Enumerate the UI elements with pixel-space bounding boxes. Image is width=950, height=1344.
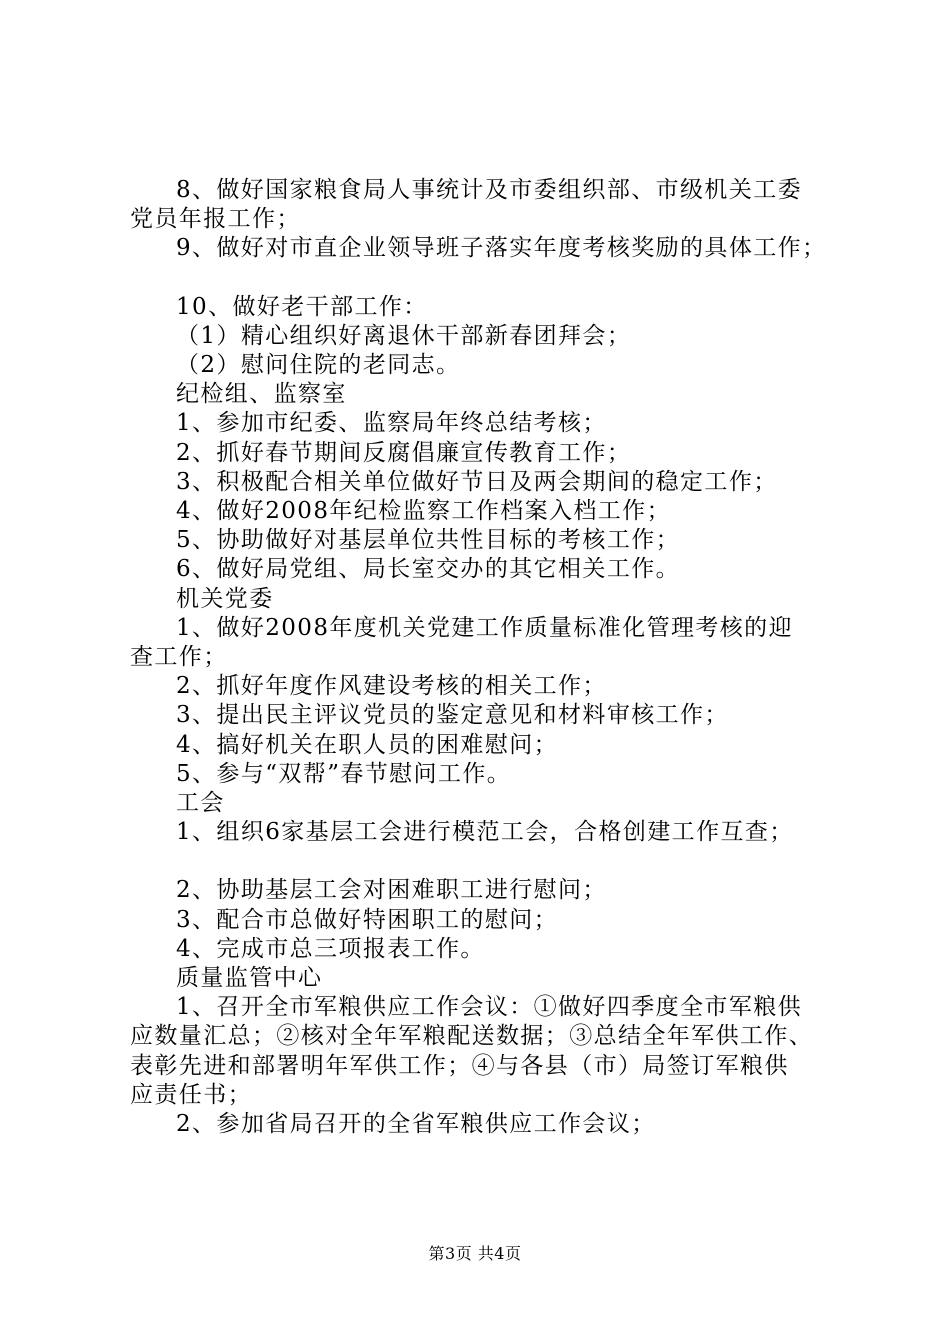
section-heading-party-committee: 机关党委 xyxy=(176,585,274,612)
sub-list-item: （1）精心组织好离退休干部新春团拜会； xyxy=(176,322,632,349)
document-body xyxy=(130,176,850,1139)
list-item-continuation: 表彰先进和部署明年军供工作；④与各县（市）局签订军粮供 xyxy=(130,1052,789,1079)
list-item: 1、组织6家基层工会进行模范工会，合格创建工作互查； xyxy=(176,819,794,846)
blank-line xyxy=(130,264,850,293)
list-item-continuation: 应责任书； xyxy=(130,1081,252,1108)
blank-line xyxy=(130,847,850,876)
list-item: 1、召开全市军粮供应工作会议：①做好四季度全市军粮供 xyxy=(176,994,803,1021)
list-item: 2、抓好年度作风建设考核的相关工作； xyxy=(176,673,607,700)
list-item: 3、提出民主评议党员的鉴定意见和材料审核工作； xyxy=(176,702,729,729)
list-item: 2、抓好春节期间反腐倡廉宣传教育工作； xyxy=(176,439,632,466)
list-item: 4、做好2008年纪检监察工作档案入档工作； xyxy=(176,498,671,525)
list-item: 6、做好局党组、局长室交办的其它相关工作。 xyxy=(176,556,681,583)
section-heading-quality-center: 质量监管中心 xyxy=(176,965,323,992)
list-item: 4、完成市总三项报表工作。 xyxy=(176,935,485,962)
list-item: 1、做好2008年度机关党建工作质量标准化管理考核的迎 xyxy=(176,614,793,641)
section-heading-discipline: 纪检组、监察室 xyxy=(176,381,347,408)
list-item: 1、参加市纪委、监察局年终总结考核； xyxy=(176,410,607,437)
list-item: 9、做好对市直企业领导班子落实年度考核奖励的具体工作； xyxy=(176,235,827,262)
list-item: 3、积极配合相关单位做好节日及两会期间的稳定工作； xyxy=(176,468,778,495)
list-item: 8、做好国家粮食局人事统计及市委组织部、市级机关工委 xyxy=(176,177,803,203)
list-item-continuation: 党员年报工作； xyxy=(130,206,301,233)
list-item: 2、协助基层工会对困难职工进行慰问； xyxy=(176,877,607,904)
list-item-continuation: 查工作； xyxy=(130,644,228,671)
list-item-continuation: 应数量汇总；②核对全年军粮配送数据；③总结全年军供工作、 xyxy=(130,1023,814,1050)
section-heading-union: 工会 xyxy=(176,790,225,817)
list-item: 5、协助做好对基层单位共性目标的考核工作； xyxy=(176,527,681,554)
list-item: 10、做好老干部工作： xyxy=(176,293,428,320)
list-item: 3、配合市总做好特困职工的慰问； xyxy=(176,906,559,933)
list-item: 5、参与“双帮”春节慰问工作。 xyxy=(176,760,512,787)
page-footer: 第3页 共4页 xyxy=(428,1244,522,1263)
sub-list-item: （2）慰问住院的老同志。 xyxy=(176,352,461,379)
list-item: 2、参加省局召开的全省军粮供应工作会议； xyxy=(176,1111,656,1138)
list-item: 4、搞好机关在职人员的困难慰问； xyxy=(176,731,559,758)
